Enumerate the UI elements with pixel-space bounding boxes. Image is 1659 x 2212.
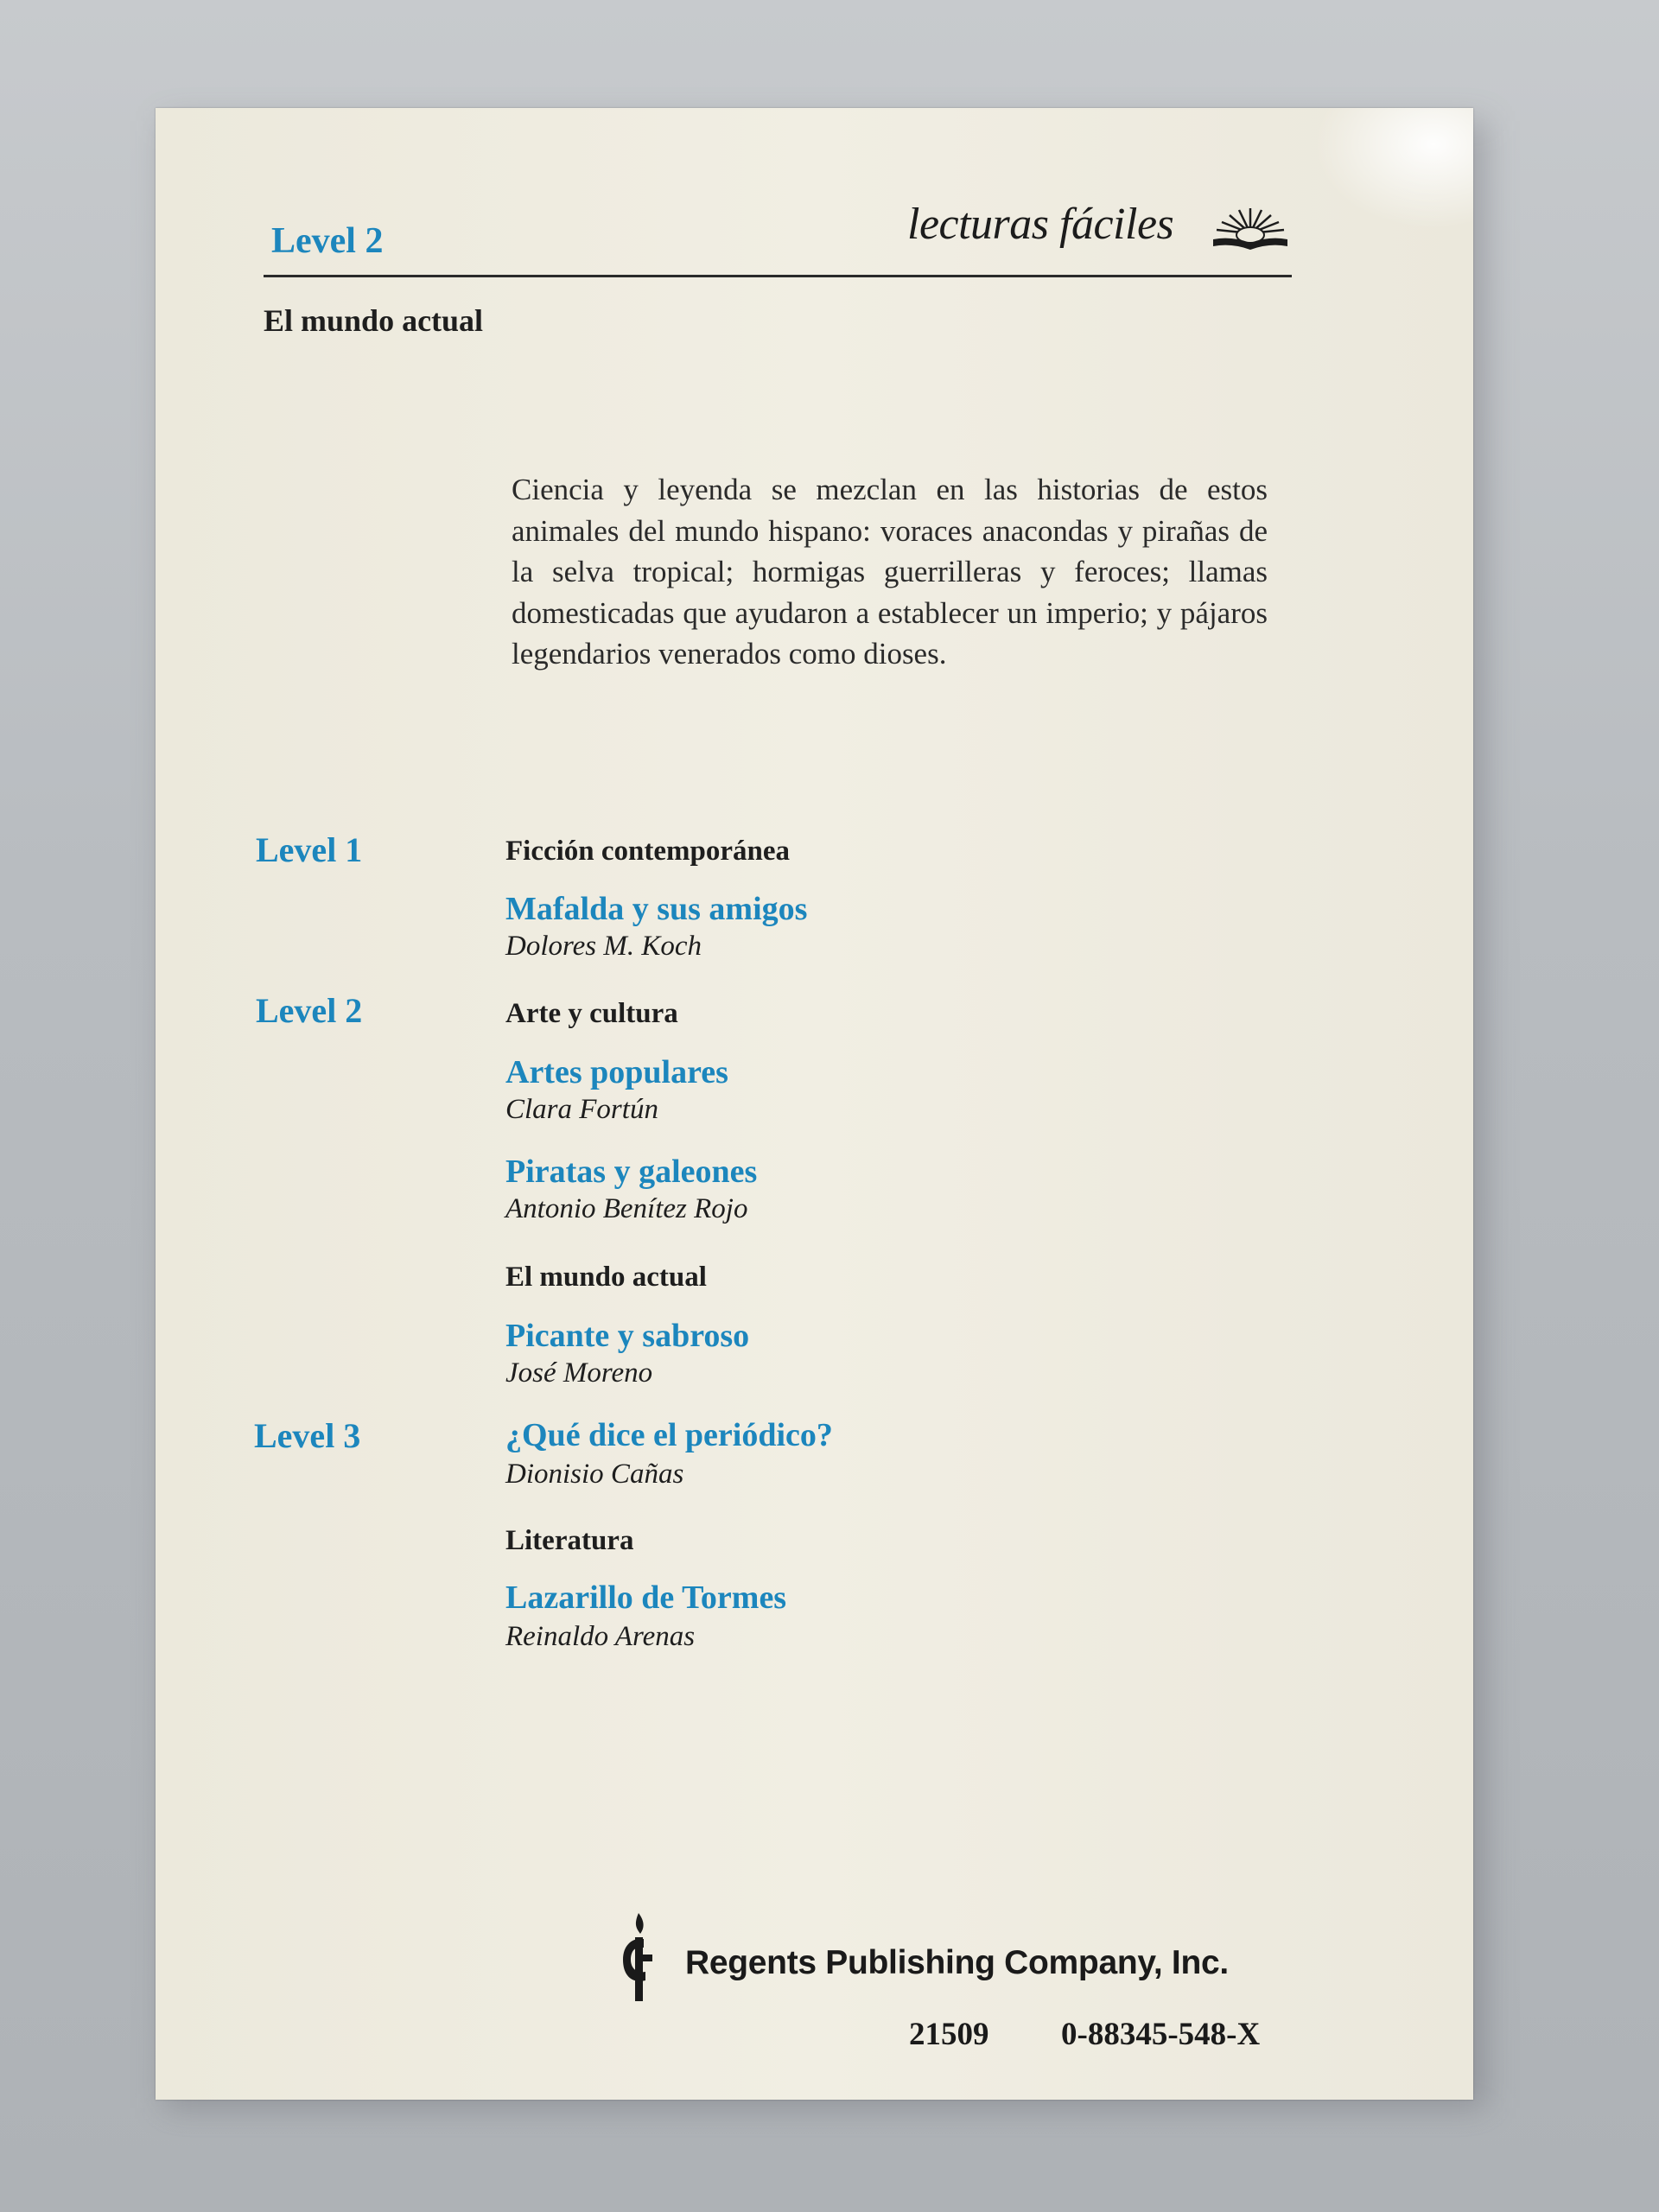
series-level-3: Level 3 (254, 1416, 361, 1455)
book-title-lazarillo: Lazarillo de Tormes (505, 1580, 787, 1616)
book-author-moreno: José Moreno (505, 1357, 653, 1389)
category-mundo: El mundo actual (505, 1262, 707, 1293)
catalog-number: 21509 (909, 2017, 989, 2052)
series-brand: lecturas fáciles (907, 200, 1174, 249)
isbn-number: 0-88345-548-X (1061, 2017, 1261, 2052)
book-author-canas: Dionisio Cañas (505, 1459, 684, 1490)
description-blurb: Ciencia y leyenda se mezclan en las historias de estos animales del mundo hispano: voraces anacondas y pirañas de la selva tropical; hormigas guerrilleras y feroces; llamas domesticadas que ayudaron a establecer un imperio; y pájaros legendarios venerados como dioses. (512, 473, 1268, 671)
glare-highlight (1313, 108, 1473, 229)
book-title-mafalda: Mafalda y sus amigos (505, 891, 808, 927)
book-subtitle: El mundo actual (264, 303, 484, 338)
book-title-piratas: Piratas y galeones (505, 1154, 758, 1190)
publisher-torch-logo (618, 1910, 659, 2005)
book-back-cover (156, 108, 1473, 2100)
category-literatura: Literatura (505, 1525, 634, 1556)
rising-sun-book-icon (1210, 203, 1292, 255)
category-ficcion: Ficción contemporánea (505, 836, 791, 867)
series-level-2: Level 2 (256, 991, 363, 1030)
book-author-koch: Dolores M. Koch (505, 931, 702, 962)
book-title-artes: Artes populares (505, 1054, 728, 1090)
book-title-picante: Picante y sabroso (505, 1318, 750, 1354)
book-author-fortun: Clara Fortún (505, 1094, 658, 1125)
header-rule (264, 275, 1292, 277)
level-label: Level 2 (271, 221, 384, 261)
book-author-benitez: Antonio Benítez Rojo (505, 1193, 748, 1224)
book-title-periodico: ¿Qué dice el periódico? (505, 1417, 833, 1453)
series-level-1: Level 1 (256, 830, 363, 869)
book-author-arenas: Reinaldo Arenas (505, 1621, 696, 1652)
publisher-name: Regents Publishing Company, Inc. (685, 1944, 1229, 1981)
category-arte: Arte y cultura (505, 998, 678, 1029)
